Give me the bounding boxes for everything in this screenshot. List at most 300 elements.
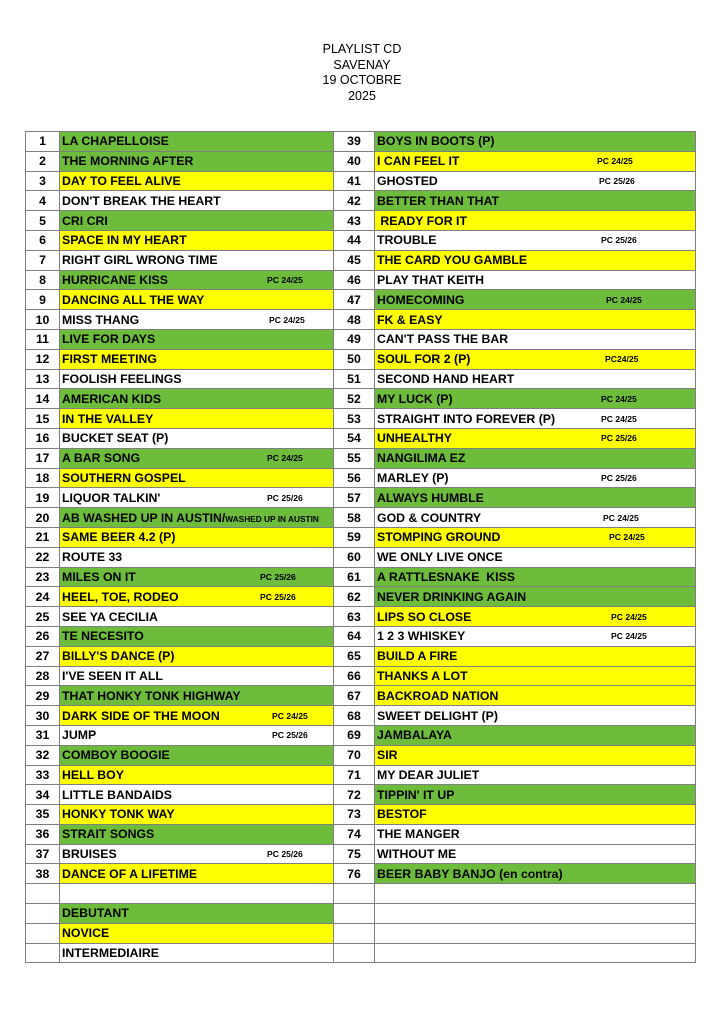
song-number: 75 (334, 844, 375, 864)
song-number: 56 (334, 468, 375, 488)
song-title: A RATTLESNAKE KISS (377, 569, 516, 584)
song-title-cell (375, 547, 696, 567)
song-title-cell (60, 132, 334, 152)
song-title-cell (375, 250, 696, 270)
song-number: 3 (26, 171, 60, 191)
song-title: SIR (377, 748, 398, 763)
song-title: LA CHAPELLOISE (62, 134, 169, 149)
song-number: 13 (26, 369, 60, 389)
song-title: BOYS IN BOOTS (P) (377, 134, 495, 149)
song-number: 50 (334, 349, 375, 369)
table-row (26, 488, 696, 508)
song-title: UNHEALTHY (377, 431, 452, 446)
empty-cell (334, 884, 375, 904)
table-row (26, 805, 696, 825)
empty-cell (375, 943, 696, 963)
song-title: BEER BABY BANJO (en contra) (377, 866, 563, 881)
song-number: 21 (26, 527, 60, 547)
table-row (26, 646, 696, 666)
table-row (26, 686, 696, 706)
song-number: 33 (26, 765, 60, 785)
song-title-cell (60, 448, 334, 468)
song-title: SOUL FOR 2 (P) (377, 352, 471, 367)
song-title: BRUISES (62, 847, 117, 862)
song-number: 71 (334, 765, 375, 785)
song-number: 11 (26, 329, 60, 349)
song-title-cell (60, 844, 334, 864)
table-row (26, 329, 696, 349)
song-title-cell (60, 824, 334, 844)
song-title-cell (375, 349, 696, 369)
song-title-cell (375, 626, 696, 646)
song-title-cell (60, 211, 334, 231)
table-row (26, 468, 696, 488)
song-number: 41 (334, 171, 375, 191)
song-number: 53 (334, 409, 375, 429)
pc-tag: PC 25/26 (601, 472, 637, 483)
song-title: DANCE OF A LIFETIME (62, 866, 198, 881)
song-title-cell (60, 349, 334, 369)
spacer-row (26, 884, 696, 904)
pc-tag: PC 24/25 (272, 710, 308, 721)
song-title-cell (375, 646, 696, 666)
song-title: 1 2 3 WHISKEY (377, 629, 466, 644)
pc-tag: PC 25/26 (260, 571, 296, 582)
song-title-cell (375, 290, 696, 310)
empty-cell (26, 943, 60, 963)
song-number: 20 (26, 508, 60, 528)
page-header (0, 42, 724, 104)
song-number: 4 (26, 191, 60, 211)
song-title: ALWAYS HUMBLE (377, 490, 484, 505)
song-title: MARLEY (P) (377, 470, 449, 485)
pc-tag: PC 24/25 (597, 156, 633, 167)
song-title: A BAR SONG (62, 451, 141, 466)
song-title: STRAIGHT INTO FOREVER (P) (377, 411, 556, 426)
song-title-cell (60, 626, 334, 646)
song-title: CRI CRI (62, 213, 108, 228)
table-row (26, 151, 696, 171)
table-row (26, 310, 696, 330)
song-title: BILLY'S DANCE (P) (62, 649, 175, 664)
song-title: MY LUCK (P) (377, 391, 453, 406)
song-title-cell (60, 409, 334, 429)
pc-tag: PC 25/26 (260, 591, 296, 602)
table-row (26, 527, 696, 547)
song-number: 31 (26, 725, 60, 745)
song-title-cell (60, 250, 334, 270)
song-title-cell (60, 725, 334, 745)
table-row (26, 844, 696, 864)
legend-debutant: DEBUTANT (60, 904, 334, 924)
song-title-cell (375, 151, 696, 171)
song-title-cell (60, 587, 334, 607)
song-title: I CAN FEEL IT (377, 154, 460, 169)
song-number: 1 (26, 132, 60, 152)
song-title: SECOND HAND HEART (377, 371, 515, 386)
song-title-cell (375, 527, 696, 547)
table-row (26, 448, 696, 468)
song-title-cell (60, 765, 334, 785)
pc-tag: PC 24/25 (601, 393, 637, 404)
song-title-cell (60, 686, 334, 706)
song-title-alt: WASHED UP IN AUSTIN (225, 513, 319, 524)
song-title-cell (60, 310, 334, 330)
song-title-cell (60, 547, 334, 567)
song-title: SOUTHERN GOSPEL (62, 470, 186, 485)
table-row (26, 567, 696, 587)
song-number: 43 (334, 211, 375, 231)
song-number: 10 (26, 310, 60, 330)
song-title-cell (375, 409, 696, 429)
table-row (26, 547, 696, 567)
song-number: 51 (334, 369, 375, 389)
pc-tag: PC 25/26 (267, 492, 303, 503)
song-title-cell (375, 725, 696, 745)
song-title-cell (375, 508, 696, 528)
song-title-cell (375, 666, 696, 686)
table-row (26, 864, 696, 884)
song-title: HELL BOY (62, 767, 124, 782)
song-number: 23 (26, 567, 60, 587)
song-title-cell (375, 785, 696, 805)
header-venue: SAVENAY (333, 57, 391, 72)
song-title-cell (60, 290, 334, 310)
header-year: 2025 (348, 88, 376, 103)
pc-tag: PC 24/25 (611, 611, 647, 622)
song-number: 61 (334, 567, 375, 587)
song-number: 69 (334, 725, 375, 745)
song-title: LIPS SO CLOSE (377, 609, 472, 624)
song-title: LIQUOR TALKIN' (62, 490, 161, 505)
song-number: 60 (334, 547, 375, 567)
song-number: 42 (334, 191, 375, 211)
empty-cell (334, 904, 375, 924)
song-number: 72 (334, 785, 375, 805)
legend-novice: NOVICE (60, 923, 334, 943)
song-title: BUCKET SEAT (P) (62, 431, 169, 446)
song-number: 36 (26, 824, 60, 844)
song-title: RIGHT GIRL WRONG TIME (62, 253, 218, 268)
song-title-cell (60, 428, 334, 448)
table-row (26, 290, 696, 310)
song-number: 15 (26, 409, 60, 429)
song-number: 24 (26, 587, 60, 607)
table-row (26, 745, 696, 765)
song-title: CAN'T PASS THE BAR (377, 332, 509, 347)
song-title: JUMP (62, 728, 97, 743)
song-number: 39 (334, 132, 375, 152)
song-number: 25 (26, 607, 60, 627)
song-number: 6 (26, 230, 60, 250)
song-title-cell (60, 706, 334, 726)
song-title: BUILD A FIRE (377, 649, 458, 664)
song-title-cell (375, 132, 696, 152)
table-row (26, 666, 696, 686)
empty-cell (26, 923, 60, 943)
song-title: MILES ON IT (62, 569, 136, 584)
song-title-cell (375, 587, 696, 607)
song-title-cell (60, 468, 334, 488)
song-title: HONKY TONK WAY (62, 807, 175, 822)
song-title-cell (60, 646, 334, 666)
song-number: 14 (26, 389, 60, 409)
song-number: 34 (26, 785, 60, 805)
song-title: LITTLE BANDAIDS (62, 787, 172, 802)
song-title: JAMBALAYA (377, 728, 452, 743)
table-row (26, 785, 696, 805)
pc-tag: PC 25/26 (272, 730, 308, 741)
song-title: HEEL, TOE, RODEO (62, 589, 179, 604)
song-title: TE NECESITO (62, 629, 144, 644)
song-number: 52 (334, 389, 375, 409)
table-row (26, 428, 696, 448)
song-title: LIVE FOR DAYS (62, 332, 156, 347)
song-title: NANGILIMA EZ (377, 451, 466, 466)
song-title-cell (60, 785, 334, 805)
empty-cell (375, 884, 696, 904)
song-title: SWEET DELIGHT (P) (377, 708, 498, 723)
song-number: 35 (26, 805, 60, 825)
pc-tag: PC 24/25 (603, 512, 639, 523)
song-number: 17 (26, 448, 60, 468)
song-title-cell (375, 428, 696, 448)
song-title: STRAIT SONGS (62, 827, 155, 842)
song-number: 27 (26, 646, 60, 666)
table-row (26, 171, 696, 191)
song-title: TIPPIN' IT UP (377, 787, 455, 802)
song-number: 74 (334, 824, 375, 844)
song-title-cell (60, 745, 334, 765)
pc-tag: PC 25/26 (267, 849, 303, 860)
table-row (26, 587, 696, 607)
song-number: 26 (26, 626, 60, 646)
table-row (26, 250, 696, 270)
song-number: 9 (26, 290, 60, 310)
pc-tag: PC 24/25 (267, 274, 303, 285)
song-title: IN THE VALLEY (62, 411, 154, 426)
table-row (26, 725, 696, 745)
song-title-cell (60, 527, 334, 547)
song-number: 37 (26, 844, 60, 864)
pc-tag: PC 24/25 (269, 314, 305, 325)
song-title: NEVER DRINKING AGAIN (377, 589, 527, 604)
song-number: 48 (334, 310, 375, 330)
song-title: THANKS A LOT (377, 668, 468, 683)
song-number: 16 (26, 428, 60, 448)
empty-cell (334, 943, 375, 963)
song-title: BACKROAD NATION (377, 688, 499, 703)
table-row (26, 132, 696, 152)
song-title: STOMPING GROUND (377, 530, 501, 545)
song-title-cell (60, 864, 334, 884)
song-title-cell (60, 171, 334, 191)
song-number: 19 (26, 488, 60, 508)
song-title-cell (60, 151, 334, 171)
song-number: 76 (334, 864, 375, 884)
song-title: THAT HONKY TONK HIGHWAY (62, 688, 241, 703)
song-title-cell (375, 765, 696, 785)
song-title-cell (375, 329, 696, 349)
song-title-cell (375, 706, 696, 726)
song-title: MY DEAR JULIET (377, 767, 480, 782)
table-row (26, 211, 696, 231)
pc-tag: PC 24/25 (611, 631, 647, 642)
song-title-cell (375, 211, 696, 231)
song-number: 45 (334, 250, 375, 270)
song-title-cell (60, 607, 334, 627)
song-title: GHOSTED (377, 173, 438, 188)
song-title-cell (375, 607, 696, 627)
table-row (26, 389, 696, 409)
song-title-cell (375, 844, 696, 864)
song-number: 5 (26, 211, 60, 231)
song-number: 32 (26, 745, 60, 765)
song-title: HOMECOMING (377, 292, 465, 307)
song-title: TROUBLE (377, 233, 437, 248)
pc-tag: PC 24/25 (601, 413, 637, 424)
table-row (26, 349, 696, 369)
song-title-cell (60, 191, 334, 211)
song-title: THE MANGER (377, 827, 460, 842)
song-title: DON'T BREAK THE HEART (62, 193, 221, 208)
song-number: 68 (334, 706, 375, 726)
song-number: 38 (26, 864, 60, 884)
table-row (26, 824, 696, 844)
song-title-cell (375, 171, 696, 191)
table-row (26, 191, 696, 211)
song-title: BETTER THAN THAT (377, 193, 500, 208)
song-title-cell (60, 230, 334, 250)
pc-tag: PC 25/26 (601, 433, 637, 444)
song-title: SAME BEER 4.2 (P) (62, 530, 176, 545)
song-number: 54 (334, 428, 375, 448)
song-number: 47 (334, 290, 375, 310)
song-number: 12 (26, 349, 60, 369)
song-title: SEE YA CECILIA (62, 609, 158, 624)
song-title: THE CARD YOU GAMBLE (377, 253, 528, 268)
song-title-cell (375, 191, 696, 211)
empty-cell (334, 923, 375, 943)
song-title: MISS THANG (62, 312, 140, 327)
header-date: 19 OCTOBRE (322, 73, 402, 87)
legend-row (26, 923, 696, 943)
song-number: 2 (26, 151, 60, 171)
song-number: 55 (334, 448, 375, 468)
song-number: 46 (334, 270, 375, 290)
song-title-cell (60, 508, 334, 528)
song-title-cell (375, 389, 696, 409)
song-number: 57 (334, 488, 375, 508)
song-number: 28 (26, 666, 60, 686)
pc-tag: PC 25/26 (601, 235, 637, 246)
playlist-table (25, 131, 696, 963)
empty-cell (26, 884, 60, 904)
song-title-cell (375, 824, 696, 844)
pc-tag: PC 25/26 (599, 175, 635, 186)
table-row (26, 270, 696, 290)
song-number: 59 (334, 527, 375, 547)
song-title: READY FOR IT (377, 213, 467, 228)
table-row (26, 508, 696, 528)
empty-cell (375, 904, 696, 924)
pc-tag: PC 24/25 (606, 294, 642, 305)
song-title-cell (375, 369, 696, 389)
song-title-cell (60, 329, 334, 349)
legend-row (26, 904, 696, 924)
song-title: DAY TO FEEL ALIVE (62, 173, 181, 188)
legend-intermediaire: INTERMEDIAIRE (60, 943, 334, 963)
empty-cell (375, 923, 696, 943)
song-number: 73 (334, 805, 375, 825)
song-number: 58 (334, 508, 375, 528)
song-title-cell (60, 666, 334, 686)
song-title: DANCING ALL THE WAY (62, 292, 205, 307)
song-title: DARK SIDE OF THE MOON (62, 708, 220, 723)
empty-cell (60, 884, 334, 904)
table-row (26, 626, 696, 646)
table-row (26, 765, 696, 785)
song-title: THE MORNING AFTER (62, 154, 194, 169)
song-title-cell (375, 488, 696, 508)
song-title: AB WASHED UP IN AUSTIN/ (62, 510, 226, 525)
song-title: HURRICANE KISS (62, 272, 168, 287)
song-title: ROUTE 33 (62, 550, 123, 565)
table-row (26, 369, 696, 389)
song-number: 29 (26, 686, 60, 706)
song-title: PLAY THAT KEITH (377, 272, 485, 287)
song-title-cell (375, 745, 696, 765)
song-number: 67 (334, 686, 375, 706)
song-number: 8 (26, 270, 60, 290)
song-number: 66 (334, 666, 375, 686)
song-title-cell (375, 686, 696, 706)
song-title-cell (60, 389, 334, 409)
song-number: 65 (334, 646, 375, 666)
song-title: FIRST MEETING (62, 352, 157, 367)
empty-cell (26, 904, 60, 924)
song-number: 22 (26, 547, 60, 567)
pc-tag: PC24/25 (605, 354, 639, 365)
legend-row (26, 943, 696, 963)
song-title-cell (375, 864, 696, 884)
song-title-cell (375, 805, 696, 825)
song-number: 70 (334, 745, 375, 765)
song-title: FOOLISH FEELINGS (62, 371, 182, 386)
header-title: PLAYLIST CD (322, 42, 402, 56)
song-title-cell (375, 310, 696, 330)
song-number: 63 (334, 607, 375, 627)
song-number: 49 (334, 329, 375, 349)
song-title-cell (375, 230, 696, 250)
table-row (26, 706, 696, 726)
song-number: 7 (26, 250, 60, 270)
song-number: 30 (26, 706, 60, 726)
song-number: 64 (334, 626, 375, 646)
song-title: COMBOY BOOGIE (62, 748, 170, 763)
song-title-cell (60, 805, 334, 825)
song-title-cell (60, 270, 334, 290)
song-number: 18 (26, 468, 60, 488)
song-title-cell (375, 448, 696, 468)
song-title: GOD & COUNTRY (377, 510, 482, 525)
song-title: WITHOUT ME (377, 847, 457, 862)
song-title: I'VE SEEN IT ALL (62, 668, 163, 683)
pc-tag: PC 24/25 (609, 532, 645, 543)
song-title-cell (60, 369, 334, 389)
table-row (26, 409, 696, 429)
song-title-cell (375, 567, 696, 587)
